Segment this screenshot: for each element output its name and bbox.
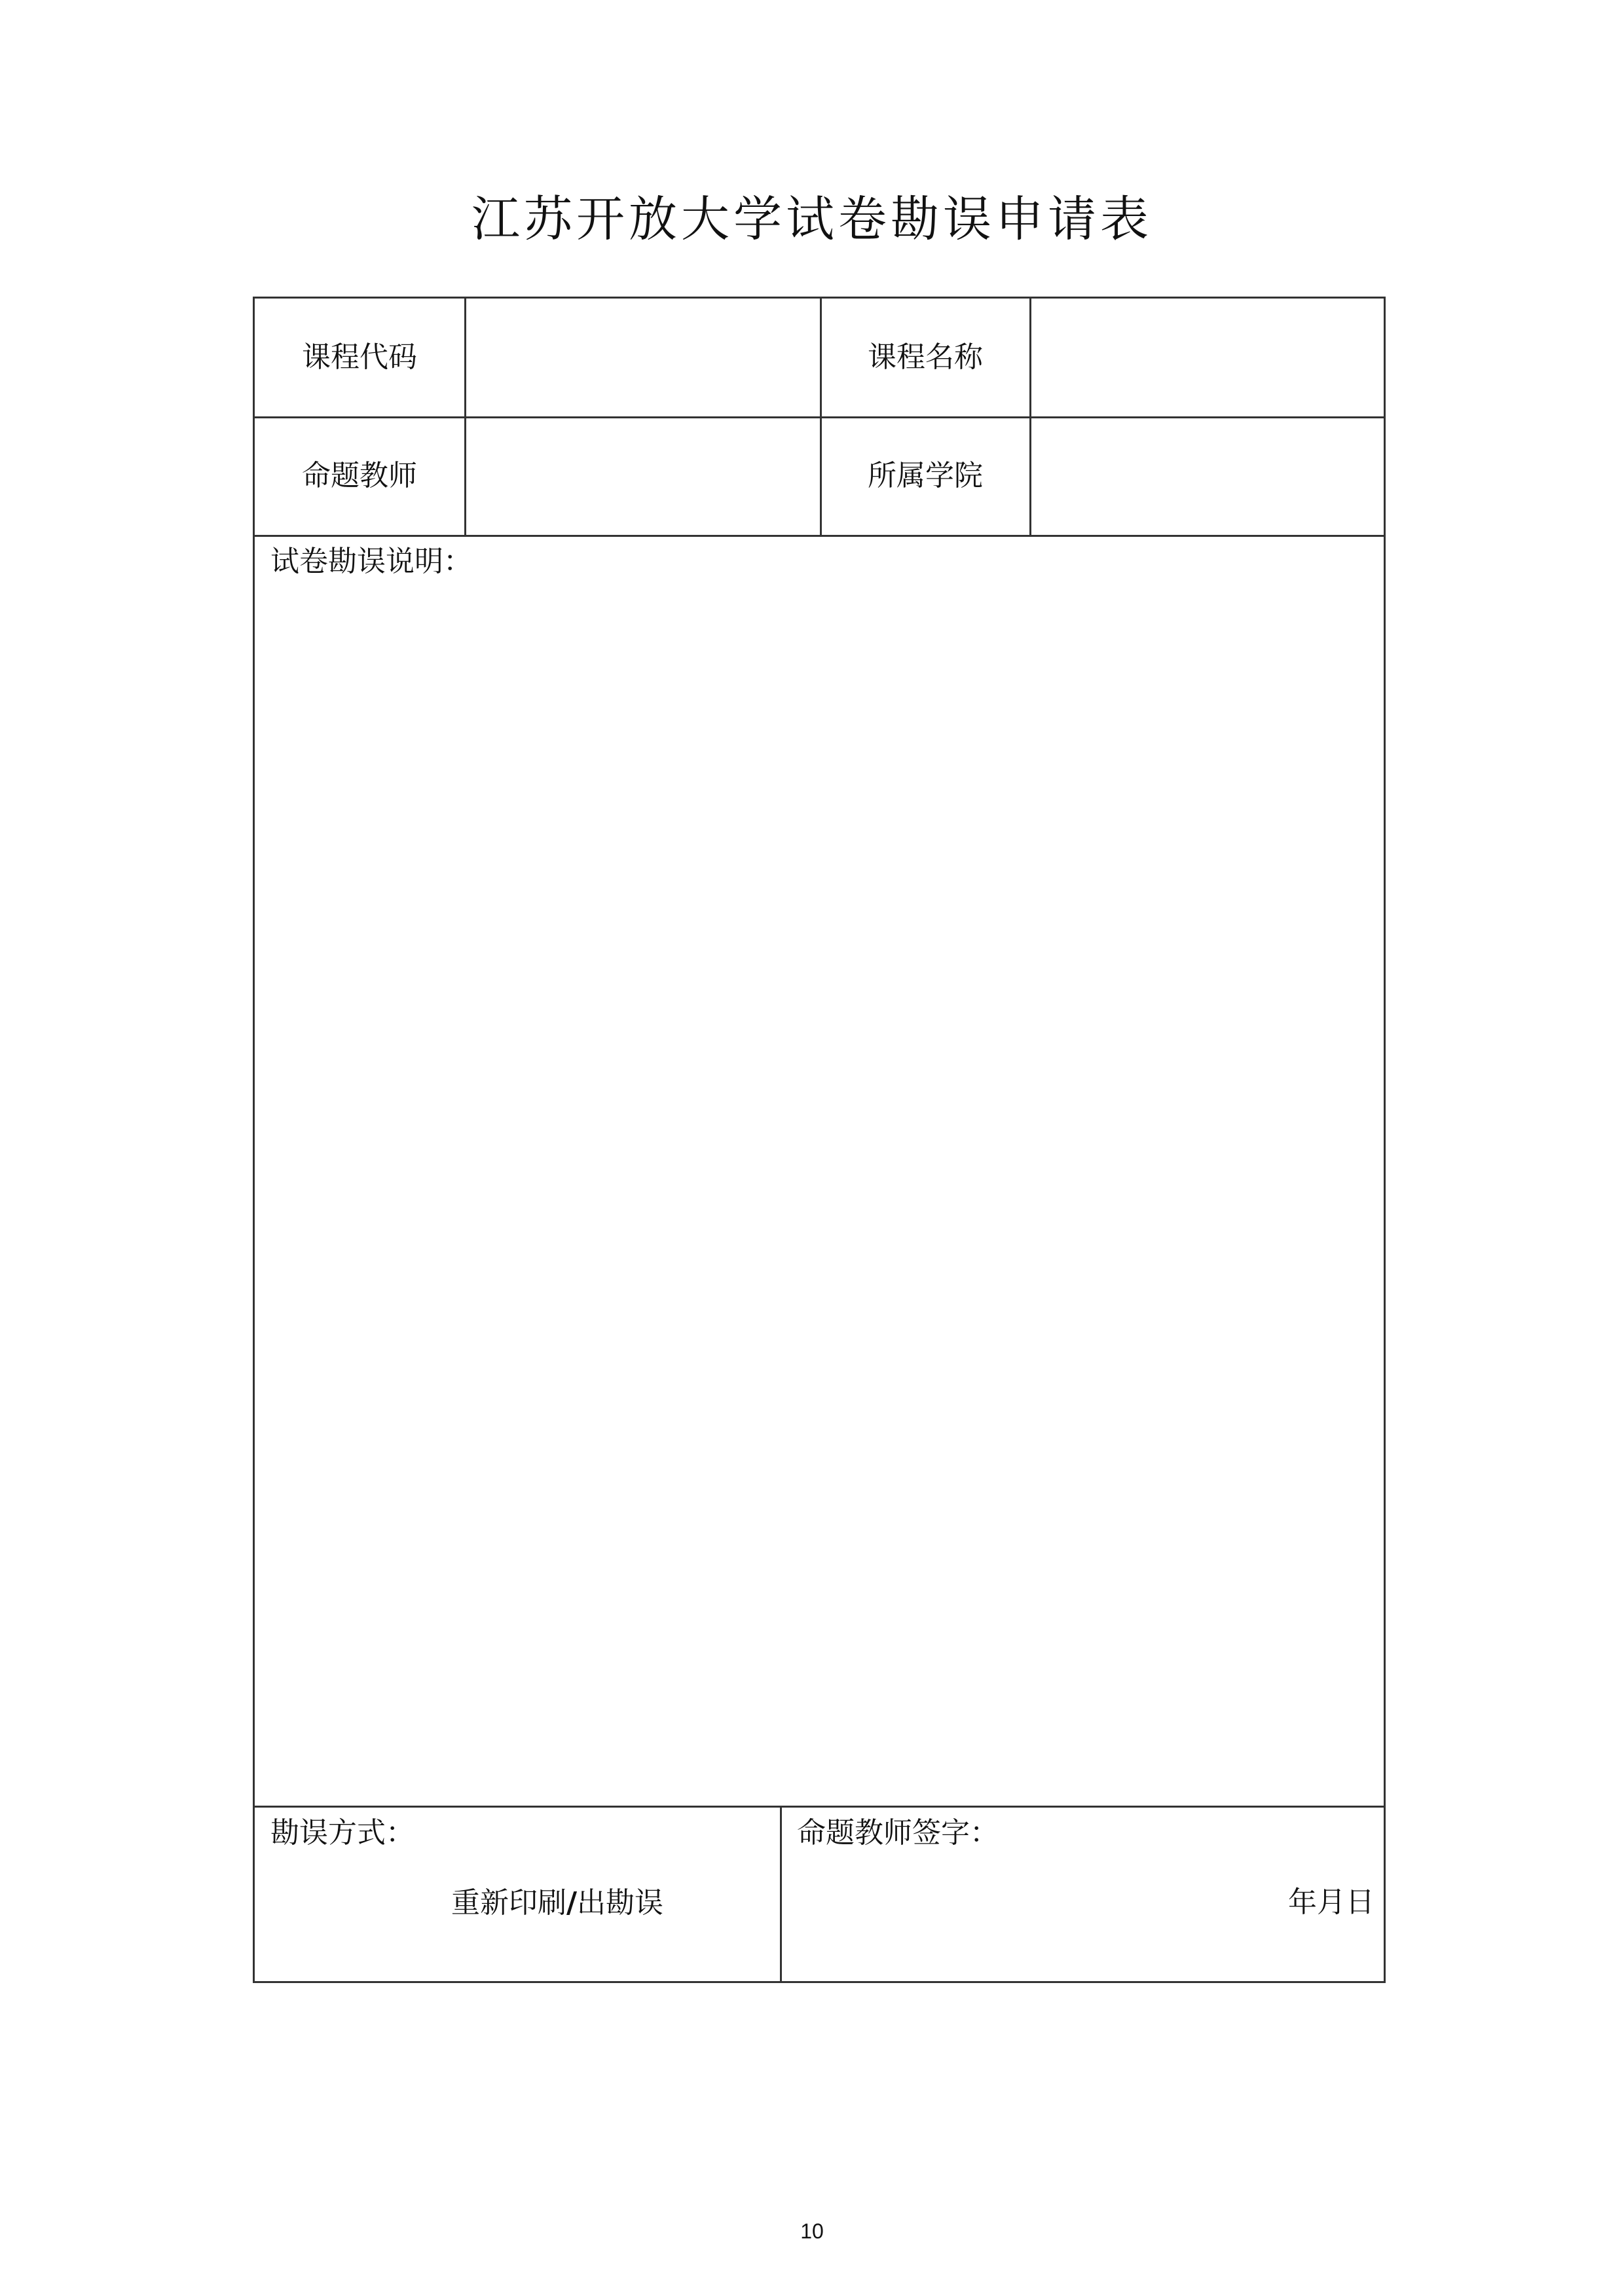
- description-area[interactable]: [257, 587, 1384, 1804]
- row-divider-1: [255, 416, 1384, 418]
- col-divider-2: [820, 299, 822, 537]
- page-number: 10: [800, 2219, 824, 2243]
- method-option-reprint[interactable]: 重新印刷: [451, 1886, 566, 1920]
- teacher-field[interactable]: [466, 419, 820, 535]
- course-name-field[interactable]: [1031, 301, 1384, 416]
- course-code-label: 课程代码: [302, 340, 417, 374]
- description-label: 试卷勘误说明：: [270, 545, 472, 578]
- college-field[interactable]: [1031, 419, 1384, 535]
- teacher-label: 命题教师: [302, 459, 417, 492]
- method-options: [451, 1886, 664, 1920]
- row-divider-2: [255, 535, 1384, 537]
- document-title: 江苏开放大学试卷勘误申请表: [471, 191, 1153, 247]
- signature-label: 命题教师签字：: [797, 1816, 999, 1850]
- date-label: 年月日: [1288, 1886, 1375, 1919]
- course-name-label: 课程名称: [868, 340, 983, 374]
- method-label: 勘误方式：: [270, 1816, 415, 1850]
- method-separator: /: [566, 1886, 578, 1920]
- college-label: 所属学院: [868, 459, 983, 492]
- row-divider-3: [255, 1806, 1384, 1808]
- errata-form: [253, 297, 1386, 1983]
- course-code-field[interactable]: [466, 301, 820, 416]
- method-option-errata[interactable]: 出勘误: [577, 1886, 664, 1920]
